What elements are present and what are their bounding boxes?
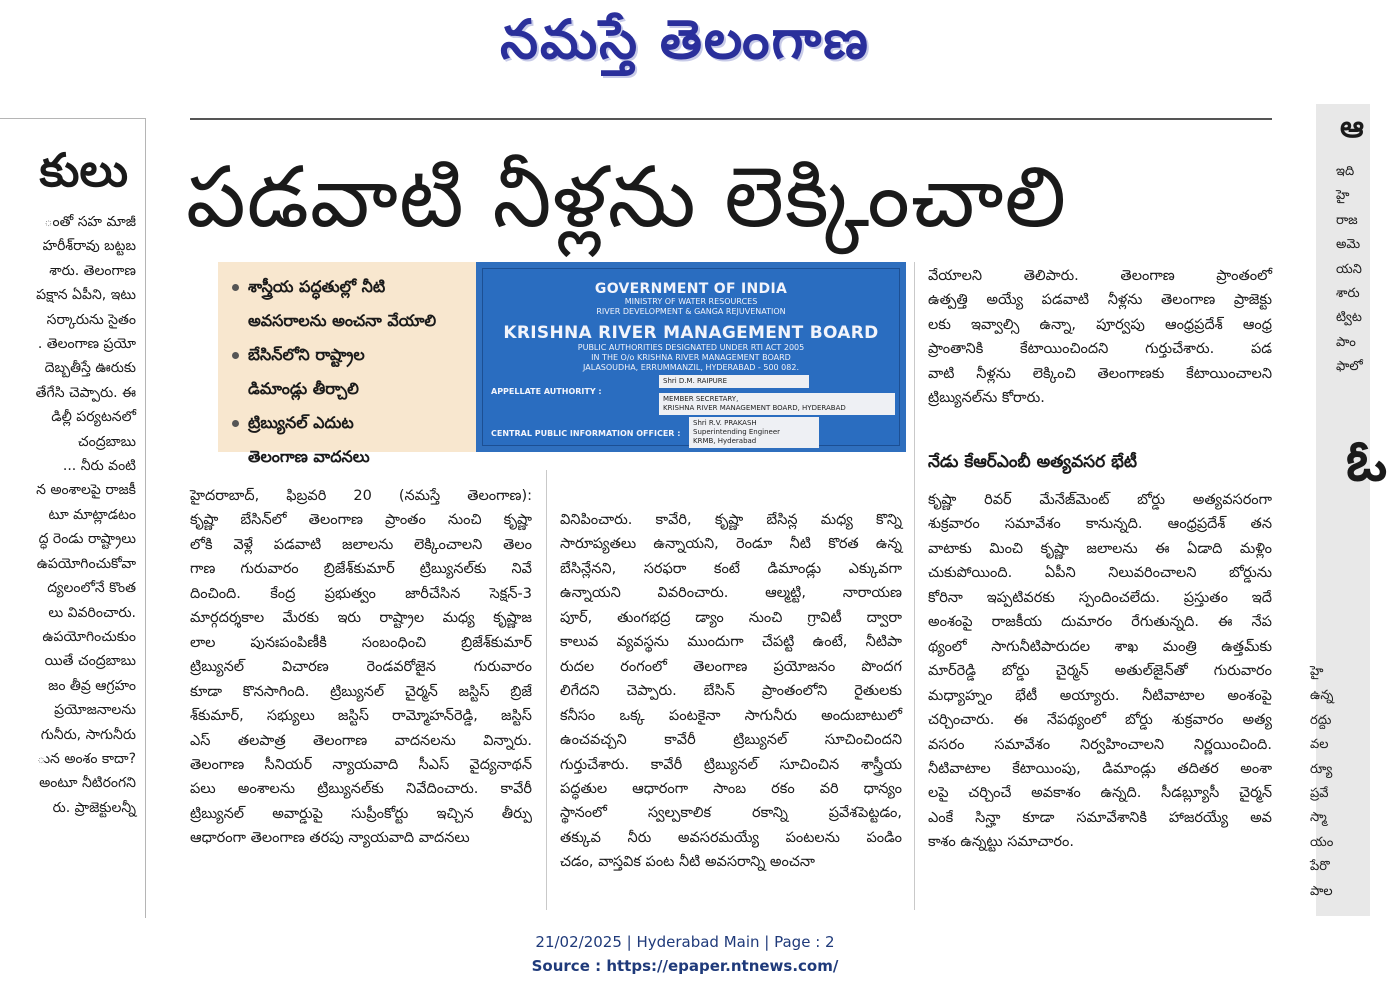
highlight-item [230,338,468,406]
article-line: శుక్రవారం సమావేశం కానున్నది. ఆంధ్రప్రదేశ్ తన [928,516,1272,533]
article-column-1 [190,484,532,914]
left-neighbor-line: శారు. తెలంగాణ [49,262,136,279]
sign-line: JALASOUDHA, ERRUMMANZIL, HYDERABAD - 500 082. [583,363,799,372]
article-line: కాలువ వ్యవస్థను ముందుగా చేపట్టి ఉంటే, నీటిపా [560,634,902,651]
left-neighbor-line: పక్షాన ఏపీని, ఇటు [36,287,136,304]
footer-source-link[interactable]: Source : https://epaper.ntnews.com/ [531,957,839,975]
article-line: మధ్యాహ్నం భేటీ అయ్యారు. నీటివాటాల అంశంపై [928,687,1272,704]
left-neighbor-line: దెబ్బతీస్తే ఊరుకు [44,360,136,377]
right-neighbor-line: శారు [1336,286,1360,302]
right-neighbor-line: ట్విట [1336,310,1362,326]
page-footer [0,930,1370,978]
article-line: సారూప్యతలు ఉన్నాయని, రెండూ నీటి కొరత ఉన్న [560,536,902,553]
article-line: చర్చించారు. ఈ నేపథ్యంలో బోర్డు శుక్రవారం అత్య [928,712,1272,729]
highlight-text: బేసిన్‌లోని రాష్ట్రాల [248,345,365,364]
left-neighbor-line: హరీశ్‌రావు బట్టబ [42,238,136,255]
left-neighbor-line: జం తీవ్ర ఆగ్రహం [48,677,136,694]
sign-card-line: KRISHNA RIVER MANAGEMENT BOARD, HYDERABAD [663,404,846,412]
article-line: శ్‌కుమార్, సభ్యులు జస్టిస్ రామ్మోహన్‌రెడ్డి, జస్టిస్ [190,708,532,725]
newspaper-masthead: నమస్తే తెలంగాణ [500,8,870,71]
article-column-2 [560,508,902,898]
article-line: ఎస్ తలపాత్ర తెలంగాణ వాదనలను విన్నారు. [190,732,532,749]
article-line: ట్రిబ్యునల్‌ను కోరారు. [928,390,1045,407]
left-neighbor-line: ద్యలంలోనే కొంత [47,580,136,597]
article-line: పూర్, తుంగభద్ర డ్యాం నుంచి గ్రావిటీ ద్వారా [560,609,902,626]
article-line: కనీసం ఒక్క పంటకైనా సాగునీరు అందుబాటులో [560,707,902,724]
article-column-3 [928,264,1272,424]
right-neighbor-line: పేరొ [1310,859,1330,875]
article-line: వాటాకు మించి కృష్ణా జలాలను ఈ ఏడాది మళ్లిం [928,540,1272,557]
highlight-item [230,270,468,338]
article-line: ఉత్పత్తి అయ్యే పడవాటి నీళ్లను తెలంగాణ ప్రాజెక్టు [928,292,1272,309]
highlight-item [230,406,468,474]
right-neighbor-line: ప్రవే [1310,786,1329,802]
left-neighbor-line: గునీరు, సాగునీరు [40,726,136,743]
right-neighbor-line: పాల [1310,883,1333,899]
right-neighbor-line: రద్దు [1310,712,1332,728]
right-neighbor-heading: ఆ [1340,110,1364,145]
left-neighbor-line: ప్రయోజనాలను [54,702,136,719]
article-line: స్థానంలో స్వల్పకాలిక రకాన్ని ప్రవేశపెట్టడం, [560,805,902,822]
article-headline: పడవాటి నీళ్లను లెక్కించాలి [186,148,1068,246]
article-line: లోకి వెళ్లే పడవాటి జలాలను లెక్కించాలని తెలం [190,536,532,553]
right-neighbor-line: అమె [1336,237,1361,253]
article-line: బేసిన్లేనని, సరఫరా కంటే డిమాండ్లు ఎక్కువగా [560,560,902,577]
left-neighbor-line: చంద్రబాబు [78,433,136,450]
article-line: నీటివాటాల కేటాయింపు, డిమాండ్లు తదితర అంశా [928,760,1272,777]
left-neighbor-line: రు. ప్రాజెక్టులన్నీ [52,799,136,816]
highlight-text: డిమాండ్లు తీర్చాలి [248,379,359,398]
article-line: కూడా కొనసాగింది. ట్రిబ్యునల్ చైర్మన్ జస్టిస్ బ్రిజే [190,683,532,700]
left-neighbor-line: లు వివరించారు. [48,604,136,621]
article-line: లకు ఇవ్వాల్సి ఉన్నా, పూర్వపు ఆంధ్రప్రదేశ్ ఆంధ్ర [928,316,1272,333]
signboard [482,268,900,446]
article-line: ట్రిబ్యునల్ విచారణ రెండవరోజైన గురువారం [190,659,532,676]
right-neighbor-line: పాం [1336,334,1356,350]
footer-edition-info: 21/02/2025 | Hyderabad Main | Page : 2 [535,933,835,951]
sign-card-line: Shri R.V. PRAKASH [693,419,757,427]
article-subheading: నేడు కేఆర్‌ఎంబీ అత్యవసర భేటీ [928,452,1137,472]
right-neighbor-line: వల [1310,737,1329,753]
article-line: థ్యంలో సాగునీటిపారుదల శాఖ మంత్రి ఉత్తమ్‌కు [928,638,1272,655]
sign-card-line: Superintending Engineer [693,428,781,436]
right-neighbor-text-bottom [1310,660,1370,904]
article-line: వసరం సమావేశం నిర్వహించాలని నిర్ణయించింది. [928,736,1272,753]
left-neighbor-line: ద్ధ రెండు రాష్ట్రాలు [38,531,136,548]
article-line: ఉన్నాయని వివరించారు. ఆల్మట్టి, నారాయణ [560,585,902,602]
left-neighbor-line: టూ మాట్లాడటం [48,506,136,523]
sign-line: GOVERNMENT OF INDIA [594,281,788,297]
article-line: వేయాలని తెలిపారు. తెలంగాణ ప్రాంతంలో [928,268,1272,284]
right-neighbor-line: హై [1336,188,1350,204]
article-line: చుకుపోయింది. ఏపీని నిలువరించాలని బోర్డును [928,565,1272,582]
article-column-4 [928,488,1272,908]
left-neighbor-line: ున అంశం కాదా? [37,750,136,767]
left-neighbor-line: తేగేసి చెప్పారు. ఈ [35,384,136,401]
left-neighbor-heading: కులు [39,143,128,197]
article-line: వినిపించారు. కావేరి, కృష్ణా బేసిన్ల మధ్య కొన్ని [560,512,902,528]
left-neighbor-line: ... నీరు వంటి [62,458,136,475]
article-line: ఆధారంగా తెలంగాణ తరపు న్యాయవాది వాదనలు [190,830,470,847]
article-line: రుదల రంగంలో తెలంగాణ ప్రయోజనం పొందగ [560,658,902,675]
article-line: వాటి నీళ్లను లెక్కించి తెలంగాణకు కేటాయించాలని [928,365,1272,382]
left-neighbor-line: ంతో సహ మాజీ [44,214,136,230]
right-neighbor-line: ఉన్న [1310,688,1334,704]
sign-line: IN THE O/o KRISHNA RIVER MANAGEMENT BOARD [591,353,791,362]
left-neighbor-line: . తెలంగాణ ప్రయో [37,336,136,353]
right-neighbor-line: ర్యూ [1310,761,1333,777]
left-neighbor-line: అంటూ నీటిరంగని [39,775,136,792]
article-line: లిగేదని చెప్పారు. బేసిన్ ప్రాంతంలోని రైతులకు [560,683,902,700]
highlight-text: అవసరాలను అంచనా వేయాలి [248,311,437,330]
sign-appellate-label: APPELLATE AUTHORITY : [491,387,602,396]
sign-line: MINISTRY OF WATER RESOURCES [624,297,758,306]
sign-appellate-card [659,375,809,388]
right-neighbor-line: ఇది [1336,164,1355,179]
highlight-text: తెలంగాణ వాదనలు [248,447,370,466]
highlight-text: శాస్త్రీయ పద్ధతుల్లో నీటి [248,277,386,296]
article-line: ఎంకే సిన్హా కూడా సమావేశానికి హాజరయ్యే అవ [928,809,1272,826]
right-neighbor-line: యం [1310,834,1334,850]
article-line: ఉంచవచ్చని కావేరీ ట్రిబ్యునల్ సూచించిందని [560,732,902,749]
article-line: తక్కువ నీరు అవసరమయ్యే పంటలను పండిం [560,829,902,846]
sign-appellate-role-card [659,393,895,415]
column-divider [546,470,547,910]
top-rule [190,118,1272,120]
right-neighbor-big-heading: ఓ [1346,429,1387,494]
sign-card-line: MEMBER SECRETARY, [663,395,739,403]
left-neighbor-line: ఉపయోగించుకోవా [36,555,136,572]
article-line: మార్గదర్శకాల మేరకు ఇరు రాష్ట్రాల మధ్య కృష్ణాజ [190,610,532,627]
article-line: అంశంపై రాజకీయ దుమారం రేగుతున్నది. ఈ నేప [928,614,1272,631]
sign-cpio-label: CENTRAL PUBLIC INFORMATION OFFICER : [491,429,681,438]
sign-line: RIVER DEVELOPMENT & GANGA REJUVENATION [596,307,786,316]
article-line: గాణ గురువారం బ్రిజేశ్‌కుమార్ ట్రిబ్యునల్‌కు నివే [190,561,532,578]
article-line: మార్‌రెడ్డి బోర్డు చైర్మన్ అతుల్‌జైన్‌తో గురువారం [928,663,1272,680]
article-line: కాశం ఉన్నట్టు సమాచారం. [928,834,1074,851]
right-neighbor-line: ఫాలో [1336,359,1363,375]
article-line: పలు అంశాలను ట్రిబ్యునల్‌కు నివేదించారు. కావేరీ [190,781,532,798]
column-divider [914,262,915,910]
article-line: ప్రాంతానికి కేటాయించిందని గుర్తుచేశారు. పడ [928,341,1272,358]
right-neighbor-line: స్మా [1310,810,1327,826]
right-neighbor-line: హై [1310,664,1324,679]
left-neighbor-text [0,210,136,915]
right-neighbor-text-top [1336,160,1370,380]
left-neighbor-line: ఉపయోగించుకుం [42,628,136,645]
sign-card-line: KRMB, Hyderabad [693,437,757,445]
article-line: గుర్తుచేశారు. కావేరీ ట్రిబ్యునల్ సూచించిన శాస్త్రీయ [560,756,902,773]
sign-cpio-card [689,417,819,448]
left-neighbor-line: డిల్లీ పర్యటనలో [51,409,136,426]
highlight-text: ట్రిబ్యునల్ ఎదుట [248,413,354,432]
article-line: కృష్ణా బేసిన్‌లో తెలంగాణ ప్రాంతం నుంచి కృష్ణా [190,512,532,529]
article-line: పద్ధతుల ఆధారంగా సాంబ రకం వరి ధాన్యం [560,780,902,797]
left-neighbor-line: న అంశాలపై రాజకీ [36,482,136,499]
article-line: లాల పునఃపంపిణీకి సంబంధించి బ్రిజేశ్‌కుమార్ [190,634,532,651]
article-line: కృష్ణా రివర్ మేనేజ్‌మెంట్ బోర్డు అత్యవసరంగా [928,492,1272,508]
sign-line: PUBLIC AUTHORITIES DESIGNATED UNDER RTI ACT 2005 [577,343,805,352]
right-neighbor-line: రాజ [1336,212,1358,228]
article-line: ట్రిబ్యునల్ అవార్డుపై సుప్రీంకోర్టు ఇచ్చిన తీర్పు [190,805,532,822]
article-line: కోరినా ఇప్పటివరకు స్పందించలేదు. ప్రస్తుతం ఇదే [928,589,1272,606]
left-neighbor-line: యితే చంద్రబాబు [44,653,136,670]
left-neighbor-line: సర్కారును సైతం [46,311,136,328]
article-line: హైదరాబాద్, ఫిబ్రవరి 20 (నమస్తే తెలంగాణ): [190,488,532,504]
highlights-box [218,262,476,466]
sign-card-line: Shri D.M. RAIPURE [663,377,728,385]
article-line: తెలంగాణ సీనియర్ న్యాయవాది సీఎస్ వైద్యనాథన్ [190,756,532,773]
article-line: చడం, వాస్తవిక పంట నీటి అవసరాన్ని అంచనా [560,854,815,871]
article-line: లపై చర్చించే అవకాశం ఉన్నది. సీడబ్ల్యూసీ చైర్మన్ [928,785,1272,802]
sign-board-name: KRISHNA RIVER MANAGEMENT BOARD [503,323,879,343]
right-neighbor-line: యని [1336,261,1362,277]
article-line: దించింది. కేంద్ర ప్రభుత్వం జారీచేసిన సెక్షన్-3 [190,585,532,602]
krmb-signboard-photo [476,262,906,452]
